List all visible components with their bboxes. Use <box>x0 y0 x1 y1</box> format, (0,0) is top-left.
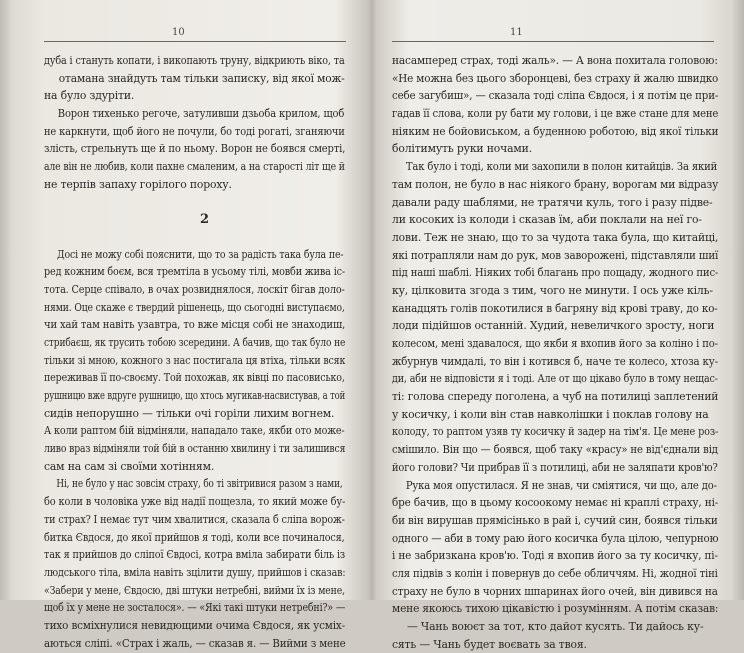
text-line: болітимуть руки ночами. <box>392 142 533 156</box>
text-line: людського тіла, вміла навіть зцілити душу, прийшов і сказав: <box>44 565 346 579</box>
text-line: насамперед страх, тоді жаль». — А вона похитала головою: <box>392 54 718 67</box>
text-line: А коли раптом бій відміняли, нападало таке, якби ото може- <box>44 424 345 438</box>
left-page <box>0 0 372 650</box>
text-line: Ні, не було у нас зовсім страху, бо ті звітривися разом з нами, <box>56 477 343 491</box>
left-page-text <box>44 52 345 652</box>
left-header-rule <box>44 41 346 42</box>
text-line: страху не було в чорних шпаринах його очей, він дивився на <box>392 584 718 598</box>
text-line: не терпів запаху горілого пороху. <box>44 177 232 191</box>
text-line: сидів непорушно — тільки очі горіли лихим вогнем. <box>44 406 335 420</box>
text-line: сля підвів з колін і повернув до себе обличчям. Ні, жодної тіні <box>392 566 718 580</box>
left-text-after-heading <box>44 246 345 653</box>
text-line: Ворон тихенько регоче, затуливши дзьоба крилом, щоб <box>57 107 345 121</box>
left-text-before-heading <box>44 52 345 194</box>
text-line: давали раду шаблями, не тратячи куль, того і разу підве- <box>392 195 713 209</box>
text-line: ди, аби не відповісти я і тоді. Але от що цікаво було в тому нещас- <box>392 372 718 386</box>
text-line: гадав її слова, коли ру бати му голови, і це вже стане для мене <box>392 107 719 121</box>
right-page-number: 11 <box>510 27 523 38</box>
text-line: аються сліпі. «Страх і жаль, — сказав я. — Вийми з мене <box>44 636 346 650</box>
text-line: битка Євдося, до якої прийшов я тоді, коли все починалося, <box>44 530 345 544</box>
text-line: Досі не можу собі пояснити, що то за радість така була пе- <box>57 247 344 261</box>
text-line: не каркнути, щоб його не почули, бо тоді рогаті, зганяючи <box>44 124 345 138</box>
text-line: ред кожним боєм, вся тремтіла в усьому тілі, мовби жива іс- <box>44 265 346 279</box>
text-line: ку, цілковита згода з тим, чого не минути. І ось уже кіль- <box>392 283 713 297</box>
text-line: бо коли в чоловіка уже від надії пощезла, то який може бу- <box>44 495 346 509</box>
text-line: рушницю вже вдруге рушницю, що хтось мугикав-насвистував, а той <box>44 389 346 402</box>
text-line: ли косоких із колоди і сказав їм, аби поклали на неї го- <box>392 213 702 227</box>
text-line: тихо всміхнулися невидющими очима Євдося, як усміх- <box>44 618 346 632</box>
text-line: одного — аби в тому раю його косичка була цілою, чепурною <box>392 531 719 545</box>
text-line: ливо враз відміняли той бій в останню хвилину і ти залишився <box>44 442 346 456</box>
text-line: Так було і тоді, коли ми захопили в полон китайців. За який <box>405 160 718 174</box>
text-line: і не забризкана кров'ю. Тоді я вхопив його за ту косичку, пі- <box>392 549 718 563</box>
text-line: у косичку, і коли він став навколішки і поклав голову на <box>392 407 709 421</box>
text-line: «Забери у мене, Євдосю, дві штуки нетребні, вийми їх із мене, <box>44 583 345 597</box>
text-line: злість, стрельнуть ще й по ньому. Ворон не боявся смерті, <box>44 142 346 156</box>
text-line: під наші шаблі. Ніяких тобі благань про пощаду, жодного пис- <box>392 266 719 280</box>
text-line: ті: голова спереду поголена, а чуб на потилиці заплетений <box>392 390 719 404</box>
text-line: колесом, мені здавалося, що якби я вхопив його за коліно і по- <box>392 337 718 350</box>
text-line: мене якоюсь тихою цікавістю і розумінням. А потім сказав: <box>392 602 719 616</box>
text-line: так я прийшов до сліпої Євдосі, котра вміла забирати біль із <box>44 548 346 562</box>
text-line: ніяким не бойовиськом, а буденною роботою, від якої тільки <box>392 124 719 138</box>
text-line: колоду, то раптом узяв ту косичку й задер на тім'я. Це мене роз- <box>392 425 719 439</box>
right-text-lines <box>392 52 718 653</box>
text-line: які потрапляли нам до рук, мов заворожені, підставляли шиї <box>392 248 719 262</box>
text-line: — Чань воюєт за тот, кто дайот кусять. Ти дайось ку- <box>407 620 704 633</box>
right-page <box>372 0 744 651</box>
text-line: але він не любив, коли пахне смаленим, а на старості літ ще й <box>44 160 345 174</box>
text-line: на було здуріти. <box>44 89 135 103</box>
text-line: жбурнув чимдалі, то він і котився б, наче те колесо, хтоза ку- <box>392 354 718 368</box>
right-page-text <box>392 52 718 653</box>
text-line: ти страх? І немає тут чим хвалитися, сказала б сліпа ворож- <box>44 512 345 526</box>
text-line: «Не можна без цього зборонцеві, без страху й жалю швидко <box>392 71 719 85</box>
text-line: стрибаєш, як трусить тобою зсередини. А бачив, що так було не <box>44 335 346 349</box>
text-line: там полон, не було в нас ніякого брану, ворогам ми відразу <box>392 177 719 191</box>
text-line: його голови? Чи прибрав її з потилиці, аби не заляпати кров'ю? <box>392 460 718 474</box>
text-line: Рука моя опустилася. Я не знав, чи сміятися, чи що, але до- <box>405 478 717 492</box>
text-line: лови. Теж не знаю, що то за чудота така була, що китайці, <box>392 230 719 244</box>
chapter-heading: 2 <box>199 211 210 227</box>
text-line: щоб їх у мене не зосталося». — «Які такі штуки нетребні?» — <box>44 601 346 615</box>
text-line: би він вирушав прямісінько в рай і, сучий син, боявся тільки <box>392 513 718 527</box>
text-line: лоди підійшов останній. Худий, невеличкого зросту, ноги <box>392 319 715 333</box>
text-line: себе загубиш», — сказала тоді сліпа Євдося, і я потім це при- <box>392 89 719 103</box>
text-line: отамана знайдуть там тільки записку, від якої мож- <box>58 71 345 85</box>
text-line: сять — Чань будет воєвать за твоя. <box>392 637 587 651</box>
left-page-number: 10 <box>172 27 185 38</box>
text-line: бре бачив, що в цьому косоокому немає ні краплі страху, ні- <box>392 496 719 510</box>
text-line: смішило. Він що — боявся, щоб таку «красу» не від'єднали від <box>392 443 718 457</box>
right-header-rule <box>392 41 714 42</box>
text-line: тільки зі мною, кожного з нас постигала ця втіха, тільки всяк <box>44 353 346 367</box>
text-line: переживав її по-своєму. Той похожав, як вівці по пасовисько, <box>44 371 345 385</box>
text-line: тота. Серце співало, в очах розвиднялося, лоскіт бігав доло- <box>44 282 345 296</box>
text-line: нями. Оце скаже є твердий рішенець, що сьогодні виступаємо, <box>44 300 345 314</box>
text-line: сам на сам зі своїми хотінням. <box>44 459 215 473</box>
text-line: чи хай там навіть узавтра, то вже місця собі не знаходиш, <box>44 318 346 332</box>
text-line: дуба і стануть копати, і викопають труну, відкриють віко, та <box>44 54 345 67</box>
text-line: канадцять голів покотилися в багряну від крові траву, до ко- <box>392 301 718 315</box>
